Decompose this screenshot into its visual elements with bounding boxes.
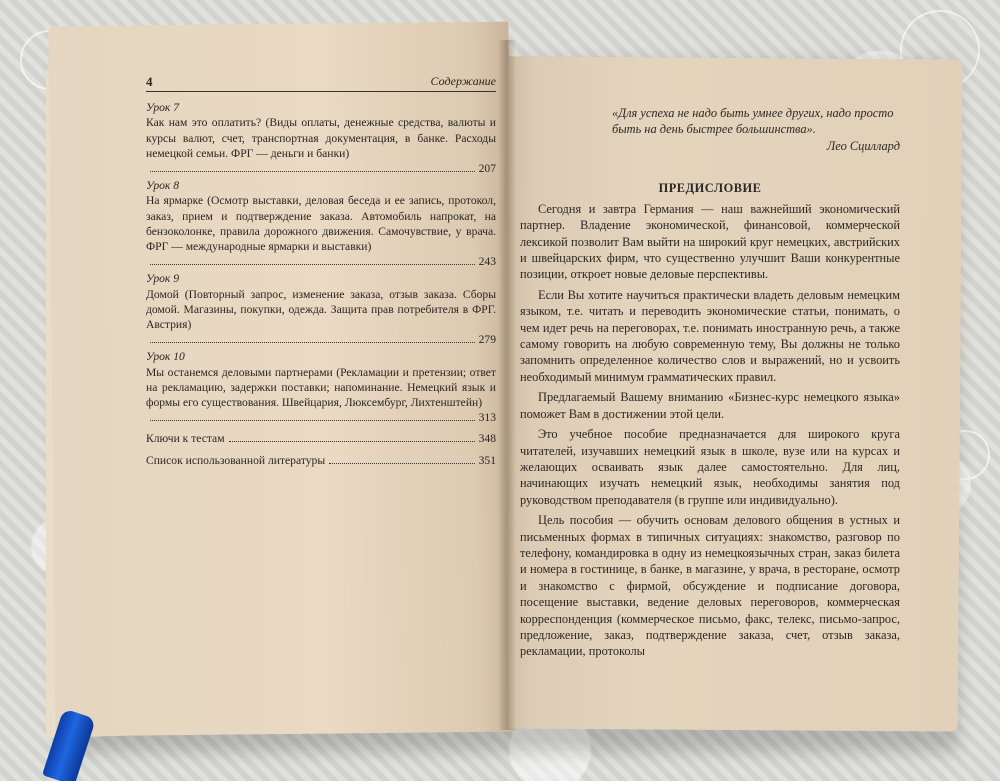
epigraph-author: Лео Сциллард	[826, 139, 900, 153]
preface	[520, 105, 900, 664]
preface-paragraph: Цель пособия — обучить основам делового общения в устных и письменных формах в типичных ситуациях: знакомство, разговор по телефону, командировка в одну из немецкоязычных стран, заказ билета и номера в гостинице, в банке, в магазине, у врача, в ресторане, осмотр и знакомство с фирмой, обсуждение и подписание договора, посещение выставки, ведение деловых переговоров, коммерческая корреспонденция (коммерческое письмо, факс, телекс, письмо-запрос, предложение, заказ, подтверждение заказа, счет, отзыв заказа, рекламации, протоколы	[520, 513, 900, 659]
lesson-page: 313	[478, 411, 496, 425]
toc-entry	[146, 271, 496, 347]
page-number: 4	[146, 74, 153, 89]
toc-leader	[146, 161, 496, 176]
epigraph: «Для успеха не надо быть умнее других, надо просто быть на день быстрее большинства».	[612, 106, 894, 136]
lesson-text: Мы останемся деловыми партнерами (Рекламации и претензии; ответ на рекламацию, задержки поставки; напоминание. Немецкий язык и формы его существования. Швейцария, Люксембург, Лихтенштейн)	[146, 365, 496, 410]
table-of-contents	[146, 74, 496, 468]
toc-leader	[146, 332, 496, 347]
lesson-text: Домой (Повторный запрос, изменение заказа, отзыв заказа. Сборы домой. Магазины, покупки, одежда. Защита прав потребителя в ФРГ. Австрия)	[146, 287, 496, 332]
lesson-page: 207	[478, 162, 496, 176]
toc-entry	[146, 100, 496, 176]
preface-paragraph: Сегодня и завтра Германия — наш важнейший экономический партнер. Владение экономической, финансовой, коммерческой лексикой позволит Вам выйти на широкий круг немецких, австрийских и швейцарских фирм, что существенно улучшит Ваши конкурентные позиции, откроет новые деловые перспективы.	[520, 201, 900, 282]
toc-page: 348	[478, 432, 496, 446]
lesson-title: Урок 10	[146, 350, 185, 364]
toc-header	[146, 74, 496, 92]
toc-leader	[146, 410, 496, 425]
lesson-text: Как нам это оплатить? (Виды оплаты, денежные средства, валюты и курсы валют, счет, транспортная документация, в банке. Расходы немецкой семьи. ФРГ — деньги и банки)	[146, 116, 496, 160]
preface-title: ПРЕДИСЛОВИЕ	[658, 181, 762, 196]
lesson-page: 279	[478, 333, 496, 347]
toc-page: 351	[478, 453, 496, 467]
preface-paragraph: Предлагаемый Вашему вниманию «Бизнес-курс немецкого языка» поможет Вам в достижении этой цели.	[520, 390, 900, 421]
running-head: Содержание	[430, 74, 496, 88]
lesson-title: Урок 9	[146, 272, 180, 286]
preface-paragraph: Это учебное пособие предназначается для широкого круга читателей, изучавших немецкий язык в школе, вузе или на курсах и желающих осваивать язык далее самостоятельно. Для лиц, начинающих изучать немецкий язык, необходимы занятия под руководством преподавателя (в группе или индивидуально).	[520, 427, 900, 507]
toc-entry	[146, 178, 496, 269]
toc-entry	[146, 349, 496, 425]
toc-entry-bibliography	[146, 453, 496, 468]
lesson-title: Урок 7	[146, 101, 180, 115]
toc-entry-keys	[146, 431, 496, 446]
book-gutter	[498, 40, 516, 730]
preface-paragraph: Если Вы хотите научиться практически владеть деловым немецким языком, т.е. читать и переводить экономические статьи, понимать, о чем идет речь на переговорах, т.е. понимать иностранную речь, а также самому говорить на любую современную тему, Вы должны не только запомнить определенное количество слов и выражений, но и усвоить необходимый минимум грамматических правил.	[520, 287, 900, 384]
lesson-text: На ярмарке (Осмотр выставки, деловая беседа и ее запись, протокол, заказ, прием и подтверждение заказа. Автомобиль напрокат, на бензоколонке, правила дорожного движения. Самочувствие, у врача. ФРГ — международные ярмарки и выставки)	[146, 194, 496, 254]
toc-leader	[146, 254, 496, 269]
lesson-page: 243	[478, 255, 496, 269]
toc-label: Список использованной литературы	[146, 453, 326, 467]
toc-label: Ключи к тестам	[146, 432, 225, 446]
lesson-title: Урок 8	[146, 179, 180, 193]
